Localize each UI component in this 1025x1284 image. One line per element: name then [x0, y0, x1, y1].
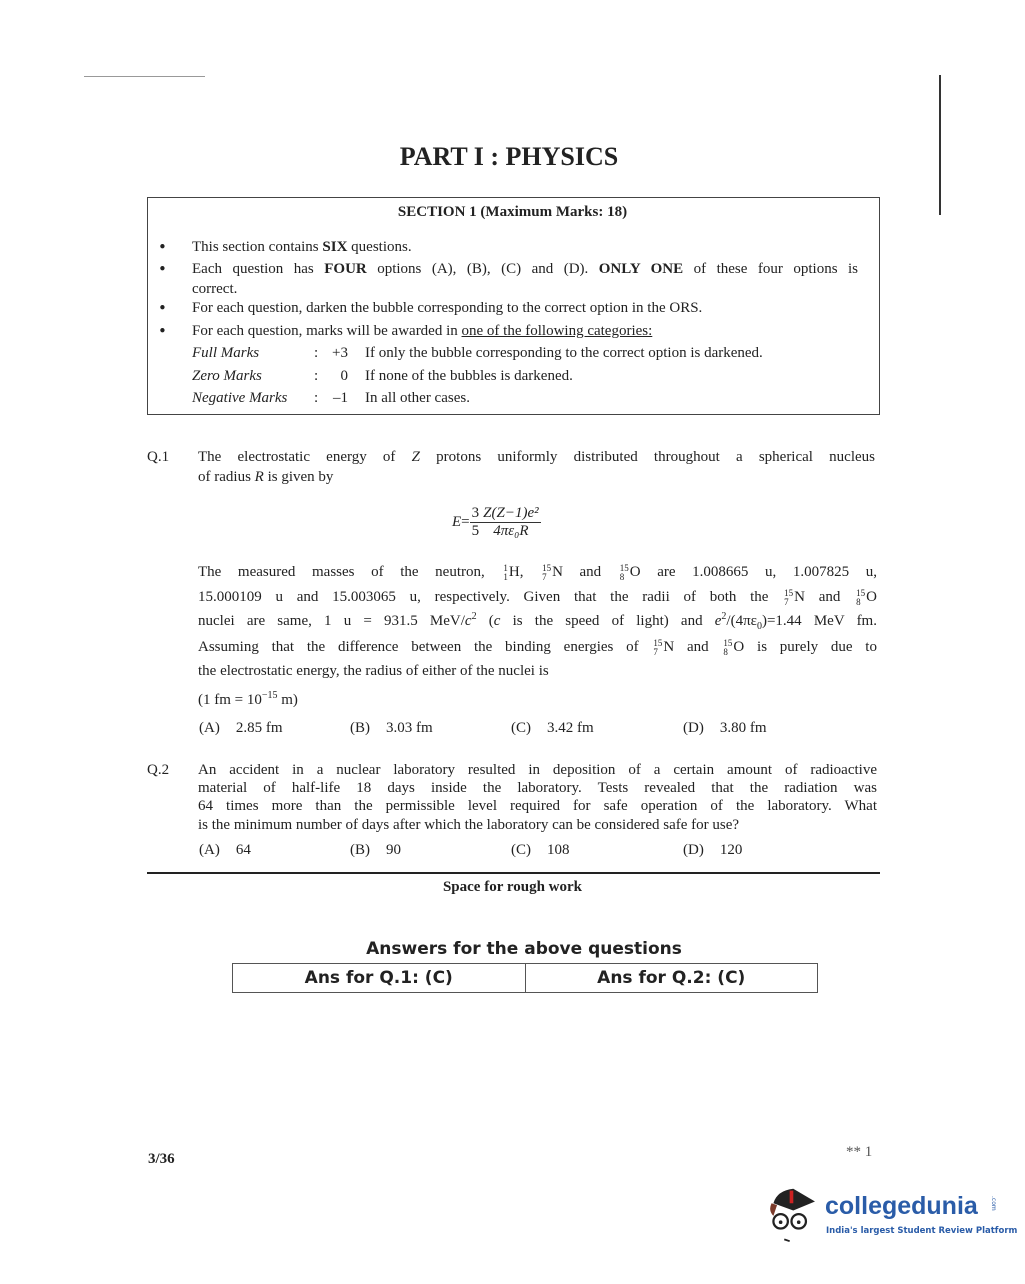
bullet-dot: •: [158, 260, 167, 278]
question-text-line: [198, 588, 877, 607]
atomic-number: 7: [784, 597, 789, 607]
option-d[interactable]: [683, 719, 767, 737]
math-variable: R: [254, 469, 264, 485]
math-variable: c: [493, 613, 501, 629]
element-symbol: N: [663, 639, 675, 655]
option-key: (D): [683, 720, 704, 736]
question-text-line: 64 times more than the permissible level required for safe operation of the laboratory. What: [198, 798, 877, 814]
mass-number: 15: [723, 638, 733, 648]
question-text-line: [198, 563, 877, 582]
text-run: ,: [519, 564, 541, 580]
logo-tagline: India's largest Student Review Platform: [826, 1226, 1018, 1236]
option-a[interactable]: [199, 841, 251, 859]
mark-label: Zero Marks: [192, 368, 262, 384]
logo-brand: collegedunia: [825, 1192, 978, 1220]
isotope-numbers: [503, 564, 508, 582]
mark-label: Negative Marks: [192, 390, 288, 406]
question-text-line: An accident in a nuclear laboratory resulted in deposition of a certain amount of radioactive: [198, 762, 877, 778]
isotope: [721, 639, 744, 655]
text-run: m): [277, 692, 298, 708]
question-number: Q.2: [147, 762, 170, 778]
text-run: )=1.44 MeV fm.: [761, 613, 877, 629]
formula-coef-den: 5: [471, 523, 480, 539]
isotope-numbers: [542, 564, 551, 582]
math-variable: e: [714, 613, 722, 629]
underlined-text: one of the following categories:: [461, 323, 653, 339]
math-variable: c: [464, 613, 472, 629]
superscript: 2: [721, 611, 727, 622]
text-run: correct.: [192, 281, 238, 297]
option-key: (A): [199, 720, 220, 736]
page-title: PART I : PHYSICS: [399, 142, 619, 171]
option-key: (C): [511, 842, 531, 858]
page-mark: ** 1: [846, 1144, 873, 1160]
option-a[interactable]: [199, 719, 283, 737]
text-run: /(4πε: [726, 613, 757, 629]
option-text: 64: [235, 842, 251, 858]
instruction-item: [192, 322, 652, 340]
text-run: options (A), (B), (C) and (D).: [366, 261, 599, 277]
atomic-number: 8: [723, 647, 728, 657]
atomic-number: 8: [856, 597, 861, 607]
text-run: and: [562, 564, 618, 580]
element-symbol: H: [508, 564, 520, 580]
section-header: SECTION 1 (Maximum Marks: 18): [397, 204, 628, 220]
text-run: are 1.008665 u, 1.007825 u,: [640, 564, 878, 580]
option-key: (B): [350, 720, 370, 736]
instruction-item: [192, 238, 412, 256]
option-b[interactable]: [350, 719, 433, 737]
element-symbol: O: [629, 564, 641, 580]
instruction-item: [192, 260, 858, 278]
option-b[interactable]: [350, 841, 401, 859]
superscript: 2: [471, 611, 477, 622]
option-c[interactable]: [511, 841, 570, 859]
option-text: 3.42 fm: [547, 720, 594, 736]
bold-text: FOUR: [324, 261, 367, 277]
question-text-line: [198, 662, 549, 680]
option-text: 3.80 fm: [719, 720, 767, 736]
text-run: For each question, marks will be awarded in: [192, 323, 462, 339]
mark-description: If none of the bubbles is darkened.: [365, 368, 573, 384]
text-run: of radius: [198, 469, 255, 485]
option-key: (B): [350, 842, 370, 858]
question-text-line: [198, 448, 875, 466]
option-key: (D): [683, 842, 704, 858]
text-run: is purely due to: [744, 639, 877, 655]
bold-text: SIX: [322, 239, 348, 255]
option-text: 90: [386, 842, 401, 858]
element-symbol: N: [794, 589, 806, 605]
option-text: 108: [547, 842, 570, 858]
text-run: This section contains: [192, 239, 323, 255]
question-number: Q.1: [147, 449, 170, 465]
isotope: [501, 564, 519, 580]
bullet-dot: •: [158, 238, 167, 256]
formula-num: Z(Z−1)e²: [483, 505, 539, 521]
text-run: 15.000109 u and 15.003065 u, respectively. Given that the radii of both the: [198, 589, 783, 605]
atomic-number: 8: [619, 572, 625, 582]
mass-number: 15: [653, 638, 663, 648]
isotope: [782, 589, 805, 605]
formula-lhs: E: [452, 513, 462, 530]
atomic-number: 1: [503, 572, 508, 582]
mass-number: 15: [856, 588, 866, 598]
text-run: and: [805, 589, 855, 605]
formula-eq: =: [461, 513, 470, 530]
answers-table: [232, 963, 818, 993]
mark-description: If only the bubble corresponding to the correct option is darkened.: [365, 345, 763, 361]
element-symbol: O: [733, 639, 745, 655]
option-text: 3.03 fm: [386, 720, 433, 736]
collegedunia-logo: [768, 1180, 1018, 1250]
isotope-numbers: [784, 589, 793, 607]
text-run: Assuming that the difference between the binding energies of: [198, 639, 652, 655]
atomic-number: 7: [653, 647, 658, 657]
isotope: [618, 564, 641, 580]
text-run: For each question, darken the bubble corresponding to the correct option in the ORS.: [192, 300, 703, 316]
subscript: 0: [756, 621, 762, 632]
logo-suffix: .com: [990, 1196, 997, 1211]
text-run: is given by: [263, 469, 334, 485]
question-text-line: [198, 691, 298, 709]
rough-work-rule: [147, 872, 880, 874]
isotope-numbers: [856, 589, 865, 607]
mass-number: 1: [503, 563, 508, 573]
question-text-line: [198, 612, 877, 630]
option-key: (C): [511, 720, 531, 736]
mark-value: +3: [332, 345, 348, 361]
bullet-dot: •: [158, 299, 167, 317]
formula-coef-num: 3: [471, 505, 480, 521]
text-run: questions.: [347, 239, 412, 255]
energy-formula: [452, 505, 541, 540]
mark-separator: :: [314, 345, 319, 361]
top-left-rule: [84, 76, 205, 77]
mark-value: 0: [340, 368, 348, 384]
option-c[interactable]: [511, 719, 594, 737]
question-text-line: [198, 468, 333, 486]
formula-den: 4πε₀R: [493, 523, 529, 539]
mark-label: Full Marks: [192, 345, 260, 361]
mass-number: 15: [542, 563, 552, 573]
answers-heading: Answers for the above questions: [366, 939, 682, 959]
text-run: Each question has: [192, 261, 325, 277]
text-run: The electrostatic energy of: [198, 449, 412, 465]
question-text-line: material of half-life 18 days inside the laboratory. Tests revealed that the radiation was: [198, 780, 877, 796]
text-run: the electrostatic energy, the radius of either of the nuclei is: [198, 663, 549, 679]
option-text: 120: [719, 842, 743, 858]
answer-q1: Ans for Q.1: (C): [304, 968, 453, 988]
text-run: The measured masses of the neutron,: [198, 564, 502, 580]
isotope-numbers: [723, 639, 732, 657]
isotope: [540, 564, 563, 580]
mark-separator: :: [314, 368, 319, 384]
option-d[interactable]: [683, 841, 742, 859]
text-run: and: [674, 639, 722, 655]
mascot-icon: [768, 1180, 824, 1250]
mass-number: 15: [784, 588, 794, 598]
instruction-item: [192, 299, 702, 317]
atomic-number: 7: [542, 572, 547, 582]
superscript: −15: [261, 690, 278, 701]
bullet-dot: •: [158, 322, 167, 340]
element-symbol: O: [866, 589, 877, 605]
question-text-line: [198, 638, 877, 657]
math-variable: Z: [411, 449, 420, 465]
answer-q2: Ans for Q.2: (C): [525, 964, 818, 992]
text-run: (: [476, 613, 494, 629]
text-run: (1 fm = 10: [198, 692, 262, 708]
element-symbol: N: [552, 564, 563, 580]
option-text: 2.85 fm: [235, 720, 283, 736]
text-run: is the speed of light) and: [500, 613, 715, 629]
question-text-line: is the minimum number of days after which the laboratory can be considered safe for use?: [198, 817, 740, 833]
rough-work-label: Space for rough work: [442, 879, 583, 895]
isotope-numbers: [620, 564, 629, 582]
isotope: [651, 639, 674, 655]
isotope-numbers: [653, 639, 662, 657]
text-run: protons uniformly distributed throughout a spherical nucleus: [419, 449, 875, 465]
text-run: nuclei are same, 1 u = 931.5 MeV/: [198, 613, 465, 629]
option-key: (A): [199, 842, 220, 858]
mark-separator: :: [314, 390, 319, 406]
page-number: 3/36: [148, 1151, 175, 1167]
text-run: of these four options is: [683, 261, 859, 277]
mark-description: In all other cases.: [365, 390, 470, 406]
mark-value: –1: [333, 390, 348, 406]
mass-number: 15: [619, 563, 629, 573]
isotope: [854, 589, 877, 605]
bold-text: ONLY ONE: [598, 261, 684, 277]
instruction-item: [192, 280, 237, 298]
